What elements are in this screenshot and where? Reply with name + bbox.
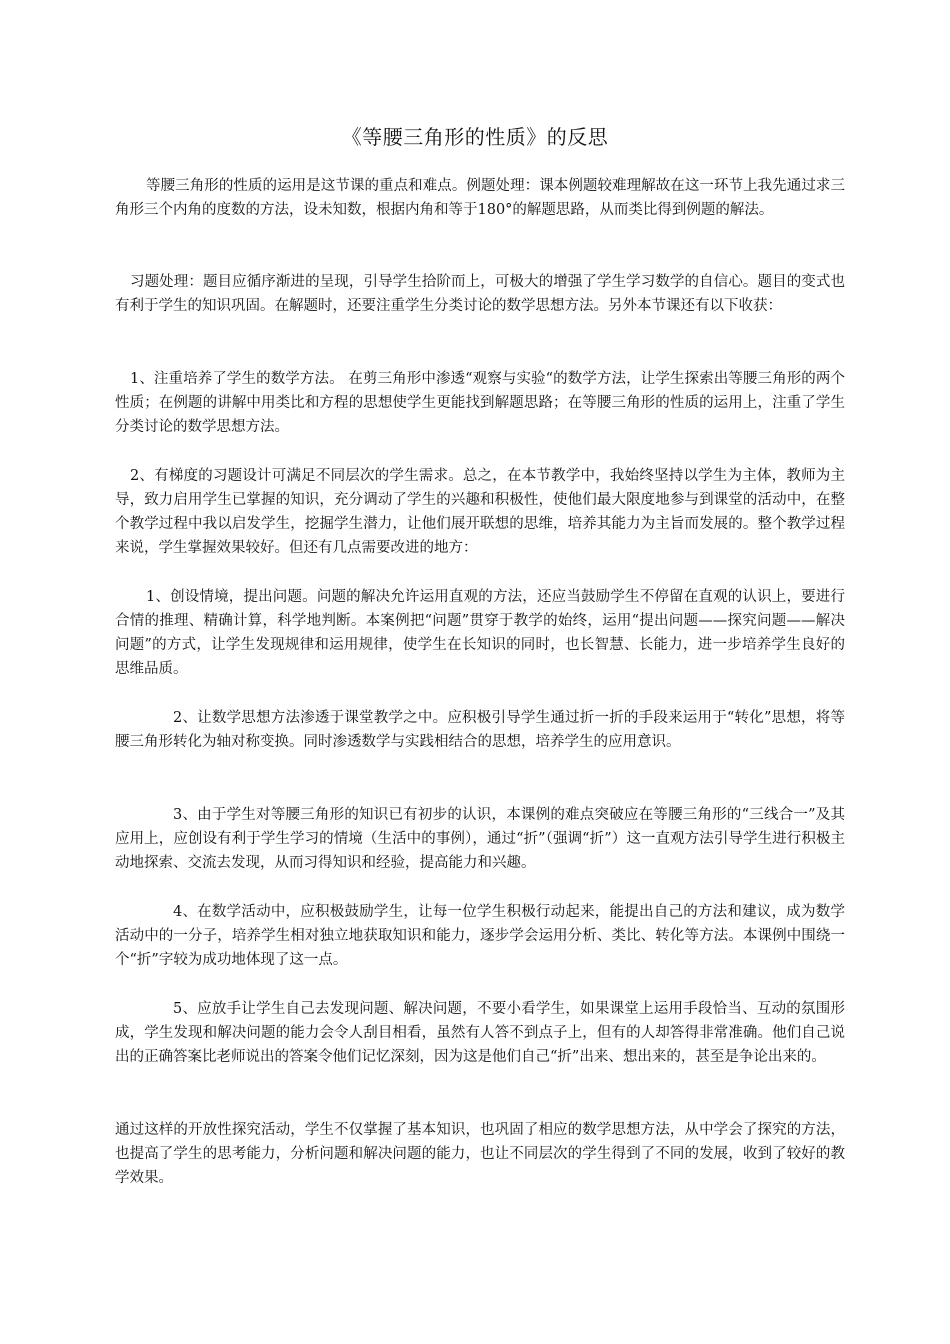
paragraph-conclusion: 通过这样的开放性探究活动，学生不仅掌握了基本知识，也巩固了相应的数学思想方法，从中学会了探究的方法，也提高了学生的思考能力，分析问题和解决问题的能力，也让不同层次的学生得到了不同的发展，收到了较好的教学效果。 bbox=[115, 1122, 845, 1186]
paragraph-improvement-1: 1、创设情境，提出问题。问题的解决允许运用直观的方法，还应当鼓励学生不停留在直观的认识上，要进行合情的推理、精确计算，科学地判断。本案例把“问题”贯穿于教学的始终，运用“提出问题——探究问题——解决问题”的方式，让学生发现规律和运用规律，使学生在长知识的同时，也长智慧、长能力，进一步培养学生良好的思维品质。 bbox=[115, 589, 845, 677]
paragraph-intro: 等腰三角形的性质的运用是这节课的重点和难点。例题处理：课本例题较难理解故在这一环节上我先通过求三角形三个内角的度数的方法，设未知数，根据内角和等于180°的解题思路，从而类比得到例题的解法。 bbox=[115, 178, 845, 218]
paragraph-gain-2: 2、有梯度的习题设计可满足不同层次的学生需求。总之，在本节教学中，我始终坚持以学生为主体，教师为主导，致力启用学生已掌握的知识，充分调动了学生的兴趣和积极性，使他们最大限度地参与到课堂的活动中，在整个教学过程中我以启发学生，挖掘学生潜力，让他们展开联想的思维，培养其能力为主旨而发展的。整个教学过程来说，学生掌握效果较好。但还有几点需要改进的地方： bbox=[115, 468, 845, 556]
document-title: 《等腰三角形的性质》的反思 bbox=[341, 125, 609, 149]
paragraph-gain-1: 1、注重培养了学生的数学方法。 在剪三角形中渗透“观察与实验“的数学方法，让学生探索出等腰三角形的两个性质；在例题的讲解中用类比和方程的思想使学生更能找到解题思路；在等腰三角形的性质的运用上，注重了学生分类讨论的数学思想方法。 bbox=[115, 371, 845, 435]
paragraph-improvement-5: 5、应放手让学生自己去发现问题、解决问题，不要小看学生，如果课堂上运用手段恰当、互动的氛围形成，学生发现和解决问题的能力会令人刮目相看，虽然有人答不到点子上，但有的人却答得非常准确。他们自己说出的正确答案比老师说出的答案令他们记忆深刻，因为这是他们自己“折”出来、想出来的，甚至是争论出来的。 bbox=[115, 1001, 845, 1065]
paragraph-exercise-handling: 习题处理：题目应循序渐进的呈现，引导学生拾阶而上，可极大的增强了学生学习数学的自信心。题目的变式也有利于学生的知识巩固。在解题时，还要注重学生分类讨论的数学思想方法。另外本节课还有以下收获： bbox=[115, 274, 845, 314]
paragraph-improvement-3: 3、由于学生对等腰三角形的知识已有初步的认识，本课例的难点突破应在等腰三角形的“三线合一”及其应用上，应创设有利于学生学习的情境（生活中的事例），通过“折”（强调“折”）这一直观方法引导学生进行积极主动地探索、交流去发现，从而习得知识和经验，提高能力和兴趣。 bbox=[115, 807, 845, 871]
paragraph-improvement-2: 2、让数学思想方法渗透于课堂教学之中。应积极引导学生通过折一折的手段来运用于“转化”思想，将等腰三角形转化为轴对称变换。同时渗透数学与实践相结合的思想，培养学生的应用意识。 bbox=[115, 710, 845, 750]
paragraph-improvement-4: 4、在数学活动中，应积极鼓励学生，让每一位学生积极行动起来，能提出自己的方法和建议，成为数学活动中的一分子，培养学生相对独立地获取知识和能力，逐步学会运用分析、类比、转化等方法。本课例中围绕一个“折”字较为成功地体现了这一点。 bbox=[115, 904, 845, 968]
